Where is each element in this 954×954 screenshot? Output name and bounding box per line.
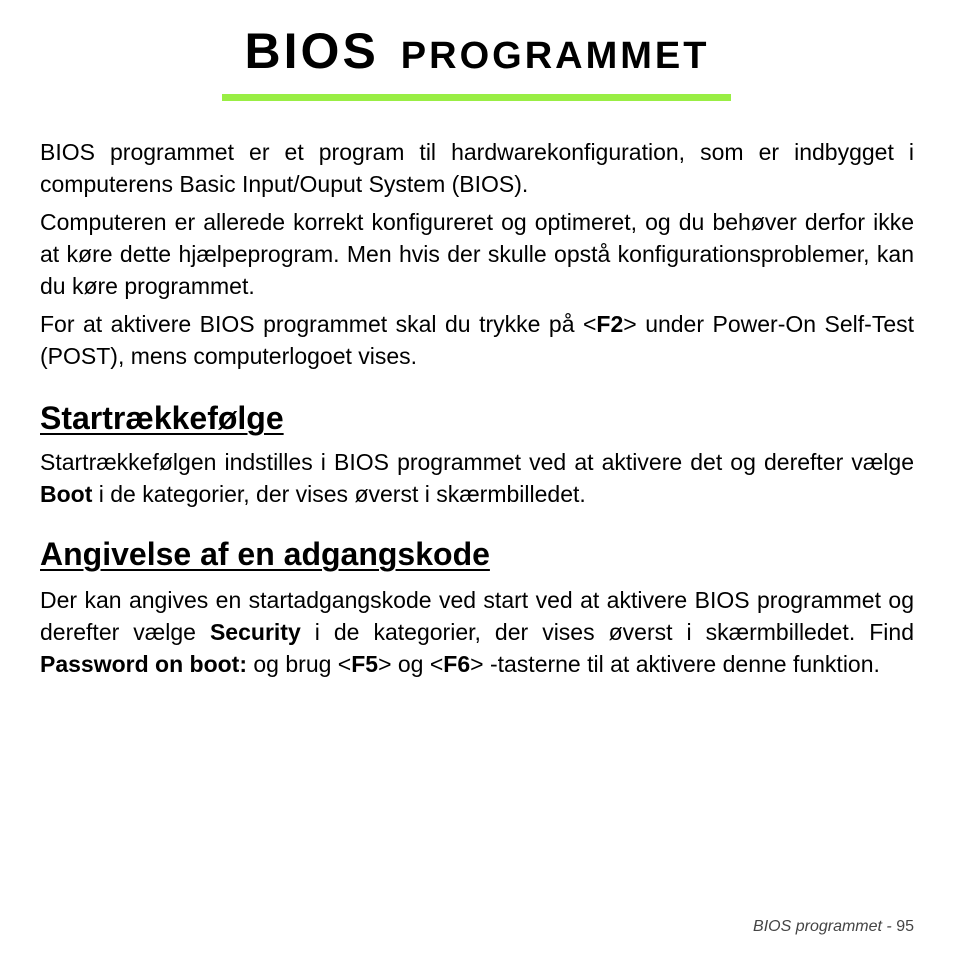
password-text-c: og brug <	[247, 651, 352, 677]
key-f2: F2	[596, 311, 624, 337]
footer-label: BIOS programmet -	[753, 918, 897, 935]
intro-paragraph-2: Computeren er allerede korrekt konfigureret og optimeret, og du behøver derfor ikke at køre dette hjælpeprogram. Men hvis der skulle opstå konfigurationsproblemer, kan du køre programmet.	[40, 209, 914, 299]
title-underline-bar	[222, 94, 731, 101]
boot-text-b: i de kategorier, der vises øverst i skærmbilledet.	[92, 481, 586, 507]
boot-order-paragraph	[40, 446, 914, 510]
intro-p3-text-a: For at aktivere BIOS programmet skal du trykke på <	[40, 311, 597, 337]
password-text-a: Der kan angives en startadgangskode ved start ved at aktivere BIOS programmet og derefter vælge	[40, 587, 914, 645]
password-text-e: > -tasterne til at aktivere denne funktion.	[470, 651, 880, 677]
password-text-d: > og <	[378, 651, 444, 677]
main-content	[40, 136, 914, 686]
security-keyword: Security	[209, 619, 301, 645]
page-title-first-word: BIOS	[244, 23, 379, 79]
password-paragraph	[40, 584, 914, 680]
page-number: 95	[896, 918, 914, 935]
password-on-boot-keyword: Password on boot:	[40, 651, 247, 677]
page-title-rest: PROGRAMMET	[400, 35, 710, 77]
intro-paragraph-3	[40, 308, 914, 372]
boot-keyword: Boot	[40, 481, 93, 507]
password-text-b: i de kategorier, der vises øverst i skærmbilledet. Find	[300, 619, 914, 645]
page-footer	[753, 918, 914, 936]
boot-text-a: Startrækkefølgen indstilles i BIOS programmet ved at aktivere det og derefter vælge	[40, 449, 914, 475]
intro-paragraph-1: BIOS programmet er et program til hardwarekonfiguration, som er indbygget i computerens Basic Input/Ouput System (BIOS).	[40, 139, 914, 197]
page-title	[0, 23, 954, 79]
boot-order-heading: Startrækkefølge	[40, 400, 284, 436]
key-f6: F6	[443, 651, 471, 677]
password-heading: Angivelse af en adgangskode	[40, 536, 490, 572]
key-f5: F5	[351, 651, 379, 677]
intro-p3-text-b: > under Power-On Self-Test (POST), mens computerlogoet vises.	[40, 311, 915, 369]
